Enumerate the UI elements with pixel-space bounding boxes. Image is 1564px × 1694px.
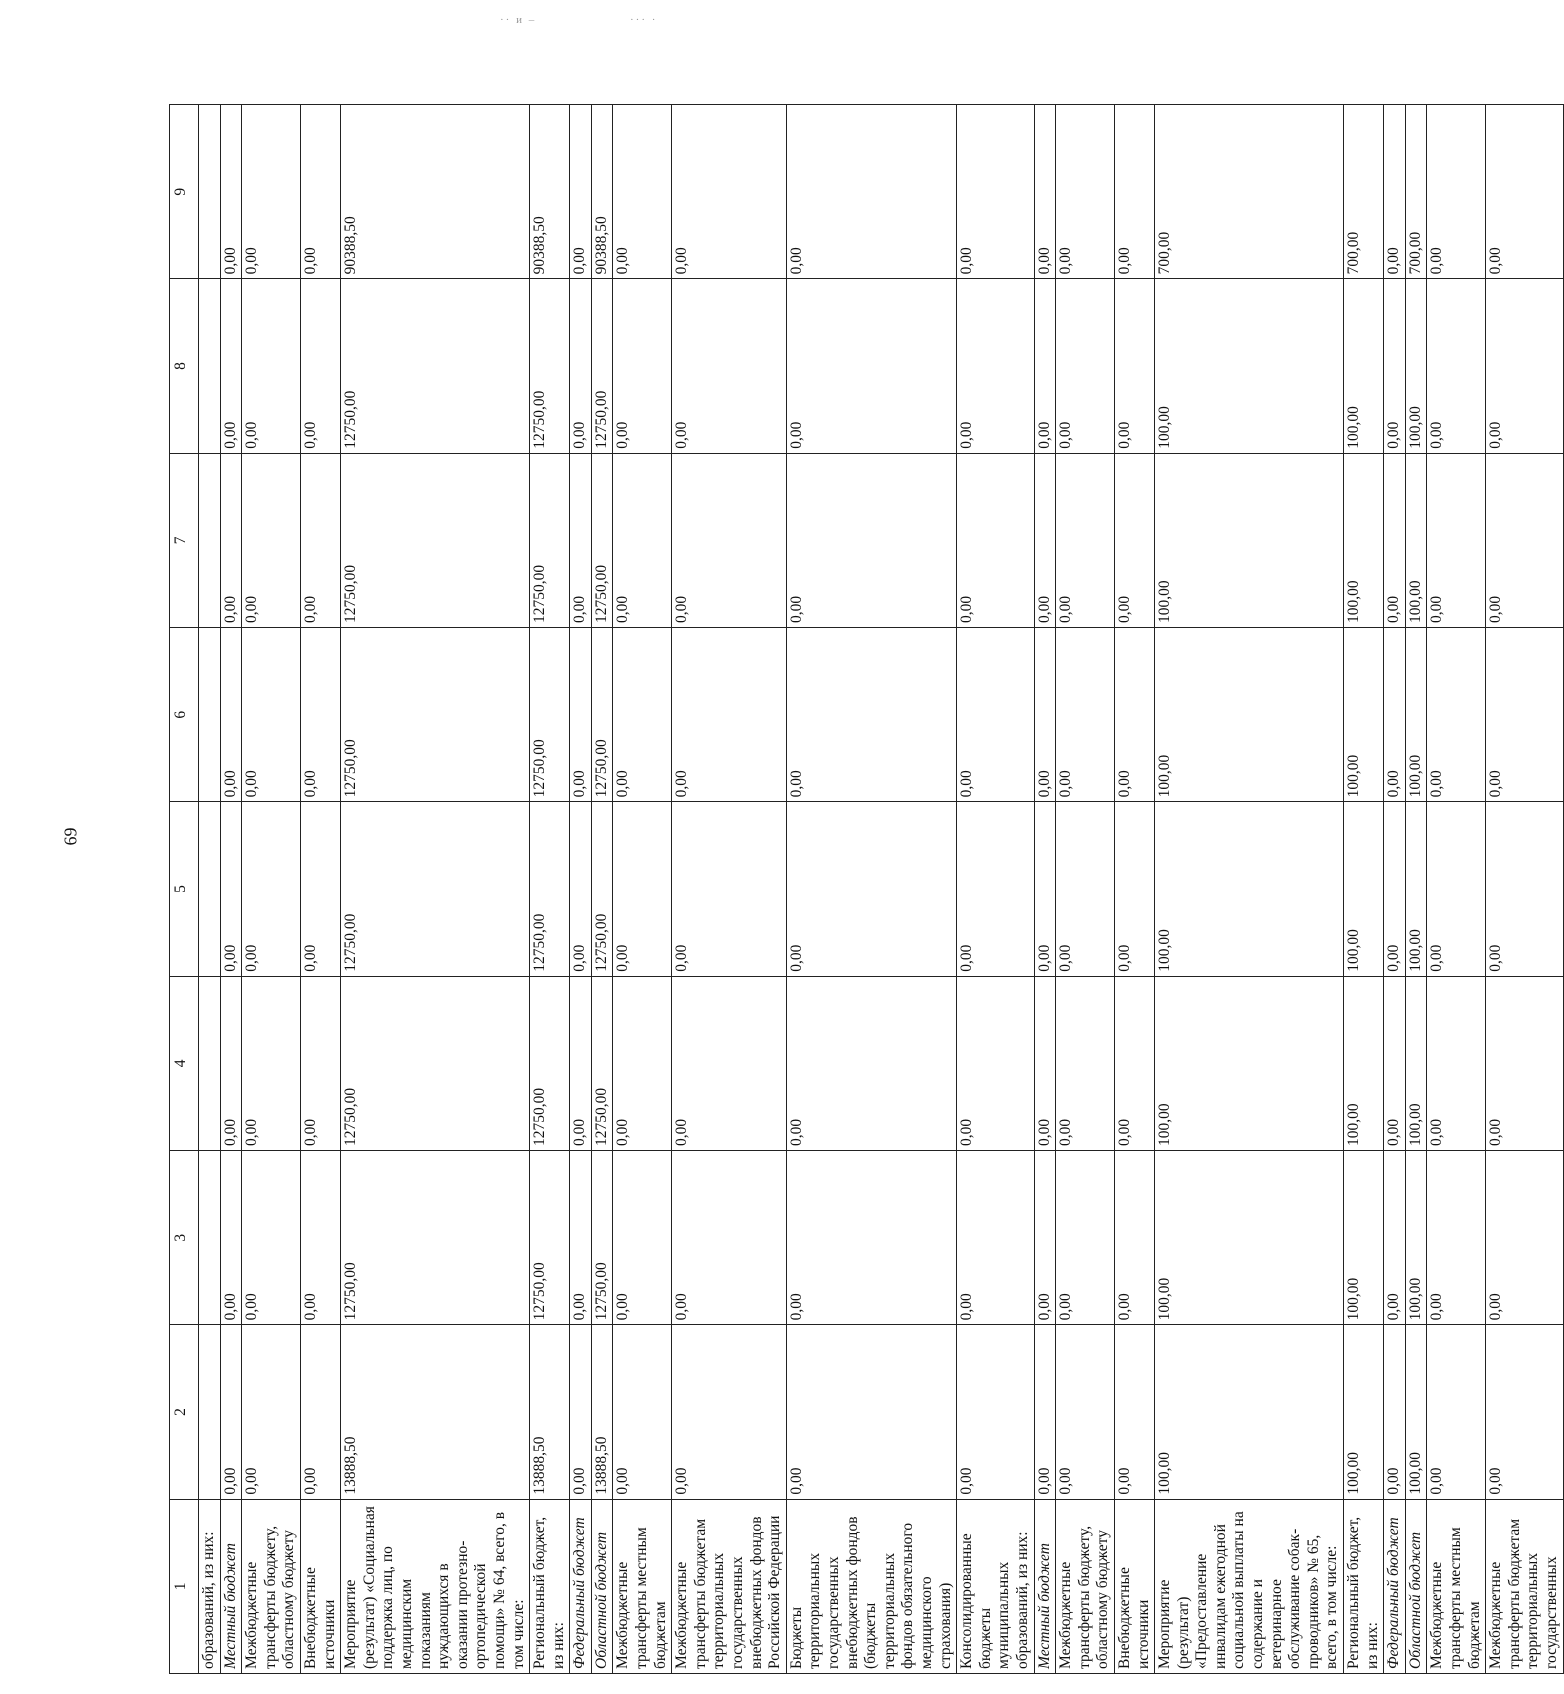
value-cell: 0,00 [786,453,956,627]
value-cell: 0,00 [220,628,242,802]
value-cell: 0,00 [613,628,672,802]
row-label: Межбюджетные трансферты бюджету, областному бюджету [242,1499,301,1673]
column-header: 2 [170,1325,199,1499]
value-cell: 0,00 [570,105,592,279]
value-cell: 12750,00 [341,279,530,453]
row-label: Федеральный бюджет [570,1499,592,1673]
value-cell: 0,00 [786,105,956,279]
value-cell: 0,00 [1056,1325,1115,1499]
value-cell: 100,00 [1344,1325,1384,1499]
value-cell: 0,00 [1486,1151,1563,1325]
value-cell: 0,00 [1427,802,1486,976]
table-row [242,105,301,1674]
value-cell: 100,00 [1344,628,1384,802]
value-cell: 12750,00 [591,976,613,1150]
value-cell: 0,00 [1114,105,1154,279]
column-header: 3 [170,1151,199,1325]
row-label: Региональный бюджет, из них: [1344,1499,1384,1673]
value-cell [199,628,221,802]
value-cell: 100,00 [1344,279,1384,453]
page-number: 69 [60,827,81,846]
value-cell: 700,00 [1405,105,1427,279]
scan-artifact: ·· и – [500,14,537,26]
row-label: Внебюджетные источники [300,1499,340,1673]
table-row [1344,105,1384,1674]
value-cell: 0,00 [220,1151,242,1325]
value-cell: 0,00 [570,976,592,1150]
value-cell: 0,00 [1114,1151,1154,1325]
value-cell: 0,00 [613,802,672,976]
value-cell: 0,00 [672,802,787,976]
value-cell: 0,00 [1056,453,1115,627]
column-header: 6 [170,628,199,802]
value-cell: 0,00 [1384,453,1406,627]
value-cell: 0,00 [1114,279,1154,453]
value-cell: 0,00 [570,1151,592,1325]
value-cell: 0,00 [957,105,1034,279]
value-cell: 0,00 [613,1325,672,1499]
budget-table [169,104,1564,1674]
value-cell: 0,00 [957,279,1034,453]
row-label: Межбюджетные трансферты бюджету, областному бюджету [1056,1499,1115,1673]
value-cell: 0,00 [613,453,672,627]
table-row [786,105,956,1674]
table-row [1405,105,1427,1674]
value-cell: 0,00 [1427,453,1486,627]
table-row [613,105,672,1674]
table-row [1034,105,1056,1674]
value-cell: 0,00 [1056,976,1115,1150]
row-label: Федеральный бюджет [1384,1499,1406,1673]
value-cell: 0,00 [672,105,787,279]
value-cell: 12750,00 [341,976,530,1150]
value-cell [199,802,221,976]
value-cell: 0,00 [220,453,242,627]
value-cell [199,453,221,627]
value-cell: 0,00 [786,802,956,976]
value-cell: 0,00 [300,628,340,802]
value-cell: 0,00 [1384,628,1406,802]
value-cell: 0,00 [1486,279,1563,453]
value-cell: 100,00 [1155,1151,1344,1325]
column-header: 9 [170,105,199,279]
row-label: Бюджеты территориальных государственных внебюджетных фондов (бюджеты территориальных фондов обязательного медицинского страхования) [786,1499,956,1673]
row-label: образований, из них: [199,1499,221,1673]
value-cell: 0,00 [957,628,1034,802]
value-cell: 100,00 [1405,453,1427,627]
value-cell: 0,00 [242,628,301,802]
value-cell: 0,00 [242,1151,301,1325]
value-cell: 0,00 [672,453,787,627]
value-cell: 100,00 [1405,802,1427,976]
value-cell [199,1325,221,1499]
value-cell: 0,00 [672,1325,787,1499]
value-cell: 0,00 [613,105,672,279]
value-cell: 0,00 [570,1325,592,1499]
value-cell: 12750,00 [341,802,530,976]
value-cell: 0,00 [1486,105,1563,279]
value-cell: 0,00 [570,279,592,453]
value-cell: 13888,50 [591,1325,613,1499]
table-row [341,105,530,1674]
value-cell: 0,00 [1034,1325,1056,1499]
value-cell: 0,00 [1114,1325,1154,1499]
value-cell: 0,00 [242,279,301,453]
value-cell: 0,00 [242,453,301,627]
value-cell: 0,00 [300,279,340,453]
table-row [1114,105,1154,1674]
value-cell: 100,00 [1155,1325,1344,1499]
value-cell: 0,00 [300,105,340,279]
table-row [300,105,340,1674]
value-cell: 0,00 [1486,802,1563,976]
value-cell: 100,00 [1405,628,1427,802]
value-cell: 12750,00 [591,628,613,802]
value-cell: 0,00 [300,1151,340,1325]
value-cell: 0,00 [1427,105,1486,279]
value-cell: 0,00 [672,628,787,802]
value-cell: 700,00 [1344,105,1384,279]
value-cell: 0,00 [786,976,956,1150]
value-cell: 0,00 [1034,453,1056,627]
value-cell: 0,00 [613,279,672,453]
value-cell: 0,00 [300,976,340,1150]
value-cell: 0,00 [570,628,592,802]
value-cell: 12750,00 [341,628,530,802]
value-cell: 0,00 [1034,279,1056,453]
column-header: 5 [170,802,199,976]
value-cell: 100,00 [1155,976,1344,1150]
value-cell: 100,00 [1155,279,1344,453]
value-cell: 0,00 [1384,976,1406,1150]
row-label: Межбюджетные трансферты местным бюджетам [1427,1499,1486,1673]
value-cell: 0,00 [1384,1151,1406,1325]
value-cell: 0,00 [1427,1151,1486,1325]
value-cell: 0,00 [672,1151,787,1325]
value-cell: 0,00 [1384,279,1406,453]
value-cell [199,976,221,1150]
value-cell: 100,00 [1405,1151,1427,1325]
value-cell: 90388,50 [341,105,530,279]
value-cell: 100,00 [1344,1151,1384,1325]
row-label: Региональный бюджет, из них: [530,1499,570,1673]
value-cell: 0,00 [1114,453,1154,627]
value-cell: 100,00 [1344,976,1384,1150]
value-cell: 12750,00 [341,453,530,627]
value-cell: 700,00 [1155,105,1344,279]
value-cell: 0,00 [1427,279,1486,453]
value-cell: 100,00 [1155,802,1344,976]
value-cell: 0,00 [1056,628,1115,802]
value-cell: 0,00 [613,976,672,1150]
rotated-page [169,104,1560,1674]
value-cell: 12750,00 [530,802,570,976]
row-label: Местный бюджет [1034,1499,1056,1673]
value-cell: 0,00 [220,105,242,279]
value-cell: 0,00 [1486,453,1563,627]
value-cell: 12750,00 [591,1151,613,1325]
value-cell [199,279,221,453]
row-label: Внебюджетные источники [1114,1499,1154,1673]
row-label: Местный бюджет [220,1499,242,1673]
table-row [591,105,613,1674]
value-cell: 13888,50 [341,1325,530,1499]
row-label: Межбюджетные трансферты местным бюджетам [613,1499,672,1673]
value-cell: 0,00 [1114,976,1154,1150]
value-cell: 0,00 [220,976,242,1150]
table-row [199,105,221,1674]
value-cell: 0,00 [1114,802,1154,976]
table-header-row [170,105,199,1674]
value-cell: 0,00 [1034,976,1056,1150]
value-cell: 0,00 [242,1325,301,1499]
value-cell: 12750,00 [530,279,570,453]
value-cell: 0,00 [957,1325,1034,1499]
value-cell: 0,00 [242,976,301,1150]
value-cell: 90388,50 [591,105,613,279]
value-cell: 0,00 [1384,105,1406,279]
value-cell: 0,00 [1427,976,1486,1150]
value-cell [199,105,221,279]
value-cell: 0,00 [300,802,340,976]
value-cell [199,1151,221,1325]
value-cell: 0,00 [1056,279,1115,453]
value-cell: 0,00 [1034,1151,1056,1325]
value-cell: 0,00 [786,628,956,802]
value-cell: 0,00 [672,279,787,453]
table-row [570,105,592,1674]
value-cell: 0,00 [1427,1325,1486,1499]
value-cell: 0,00 [957,453,1034,627]
value-cell: 0,00 [1034,105,1056,279]
value-cell: 0,00 [570,453,592,627]
value-cell: 100,00 [1405,1325,1427,1499]
value-cell: 12750,00 [530,628,570,802]
value-cell: 90388,50 [530,105,570,279]
value-cell: 0,00 [957,1151,1034,1325]
value-cell: 0,00 [1114,628,1154,802]
table-row [1486,105,1563,1674]
row-label: Областной бюджет [1405,1499,1427,1673]
table-row [957,105,1034,1674]
value-cell: 0,00 [1384,802,1406,976]
value-cell: 12750,00 [591,453,613,627]
value-cell: 0,00 [220,1325,242,1499]
value-cell: 0,00 [786,1325,956,1499]
value-cell: 100,00 [1155,453,1344,627]
value-cell: 0,00 [220,802,242,976]
value-cell: 12750,00 [341,1151,530,1325]
value-cell: 0,00 [1056,105,1115,279]
value-cell: 100,00 [1344,802,1384,976]
row-label: Областной бюджет [591,1499,613,1673]
value-cell: 0,00 [1056,1151,1115,1325]
value-cell: 0,00 [1486,1325,1563,1499]
table-row [672,105,787,1674]
row-label: Межбюджетные трансферты бюджетам территориальных государственных [1486,1499,1563,1673]
value-cell: 0,00 [300,1325,340,1499]
row-label: Мероприятие (результат) «Предоставление инвалидам ежегодной социальной выплаты на содержание и ветеринарное обслуживание собак-проводников» № 65, всего, в том числе: [1155,1499,1344,1673]
value-cell: 0,00 [1486,628,1563,802]
column-header: 7 [170,453,199,627]
value-cell: 12750,00 [591,802,613,976]
value-cell: 13888,50 [530,1325,570,1499]
value-cell: 0,00 [570,802,592,976]
value-cell: 0,00 [786,279,956,453]
value-cell: 12750,00 [530,976,570,1150]
scan-artifact: ··· · [630,14,658,26]
value-cell: 0,00 [300,453,340,627]
table-row [1155,105,1344,1674]
value-cell: 100,00 [1344,453,1384,627]
value-cell: 0,00 [1034,628,1056,802]
table-row [1384,105,1406,1674]
table-body [199,105,1564,1674]
value-cell: 0,00 [672,976,787,1150]
table-row [1056,105,1115,1674]
value-cell: 0,00 [613,1151,672,1325]
value-cell: 100,00 [1405,976,1427,1150]
value-cell: 0,00 [1427,628,1486,802]
table-row [530,105,570,1674]
column-header: 1 [170,1499,199,1673]
value-cell: 100,00 [1405,279,1427,453]
value-cell: 0,00 [242,105,301,279]
value-cell: 12750,00 [530,453,570,627]
row-label: Консолидированные бюджеты муниципальных образований, из них: [957,1499,1034,1673]
value-cell: 0,00 [1056,802,1115,976]
row-label: Мероприятие (результат) «Социальная поддержка лиц, по медицинским показаниям нуждающихся в оказании протезно-ортопедической помощи» № 64, всего, в том числе: [341,1499,530,1673]
table-row [1427,105,1486,1674]
value-cell: 0,00 [1486,976,1563,1150]
value-cell: 0,00 [957,802,1034,976]
value-cell: 0,00 [786,1151,956,1325]
value-cell: 0,00 [220,279,242,453]
value-cell: 0,00 [957,976,1034,1150]
value-cell: 12750,00 [591,279,613,453]
value-cell: 0,00 [1034,802,1056,976]
value-cell: 0,00 [242,802,301,976]
column-header: 4 [170,976,199,1150]
value-cell: 12750,00 [530,1151,570,1325]
value-cell: 100,00 [1155,628,1344,802]
column-header: 8 [170,279,199,453]
value-cell: 0,00 [1384,1325,1406,1499]
row-label: Межбюджетные трансферты бюджетам территориальных государственных внебюджетных фондов Российской Федерации [672,1499,787,1673]
table-row [220,105,242,1674]
